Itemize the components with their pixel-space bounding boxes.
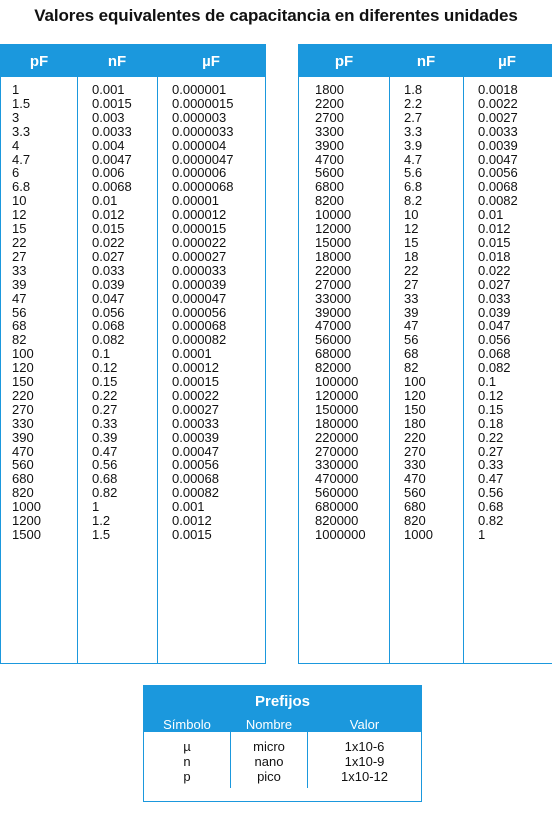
prefix-symbol: n: [183, 754, 191, 769]
table-cell: 0.0056: [478, 165, 518, 181]
table-cell: 0.027: [92, 248, 125, 264]
table-cell: 820000: [315, 513, 359, 529]
table-cell: 15000: [315, 234, 352, 250]
table-cell: 12: [404, 221, 419, 237]
table-cell: 0.00082: [172, 485, 219, 501]
table-cell: 0.01: [478, 207, 504, 223]
table-cell: 0.000012: [172, 207, 227, 223]
table-cell: 680: [12, 471, 34, 487]
column-uf: [463, 77, 551, 663]
column-nf: [389, 77, 463, 663]
table-cell: 0.68: [92, 471, 118, 487]
table-cell: 15: [12, 221, 27, 237]
table-cell: 330: [404, 457, 426, 473]
table-header: [1, 45, 265, 77]
table-cell: 82000: [315, 360, 352, 376]
table-cell: 0.000003: [172, 109, 227, 125]
table-cell: 8.2: [404, 193, 423, 209]
table-cell: 0.00056: [172, 457, 219, 473]
table-cell: 0.001: [172, 499, 205, 515]
table-cell: 150000: [315, 401, 359, 417]
table-cell: 0.0068: [92, 179, 132, 195]
table-cell: 0.00015: [172, 374, 219, 390]
table-cell: 220000: [315, 429, 359, 445]
table-cell: 1000: [404, 527, 433, 542]
table-cell: 0.33: [478, 457, 504, 473]
table-cell: 0.56: [92, 457, 118, 473]
table-cell: 0.18: [478, 415, 504, 431]
table-cell: 330000: [315, 457, 359, 473]
table-cell: 22: [404, 262, 419, 278]
prefix-name: pico: [257, 769, 281, 784]
table-cell: 0.000006: [172, 165, 227, 181]
table-cell: 150: [12, 374, 34, 390]
header-nf: nF: [107, 52, 127, 70]
table-cell: 0.022: [92, 234, 125, 250]
table-cell: 0.047: [478, 318, 511, 334]
prefix-name: micro: [253, 739, 285, 754]
table-cell: 0.000015: [172, 221, 227, 237]
prefix-value: 1x10-9: [344, 754, 385, 769]
table-cell: 0.12: [478, 387, 504, 403]
table-cell: 3.3: [12, 123, 31, 139]
table-cell: 470: [12, 443, 34, 459]
table-cell: 680000: [315, 499, 359, 515]
table-cell: 390: [12, 429, 34, 445]
table-cell: 1: [478, 527, 486, 542]
table-cell: 0.000027: [172, 248, 227, 264]
table-cell: 470000: [315, 471, 359, 487]
table-cell: 0.001: [92, 82, 125, 97]
table-cell: 0.0047: [92, 151, 132, 167]
table-cell: 33: [12, 262, 27, 278]
header-name: Nombre: [245, 717, 293, 732]
table-cell: 270: [12, 401, 34, 417]
header-nf: nF: [416, 52, 436, 70]
prefix-value: 1x10-12: [341, 769, 388, 784]
table-cell: 4.7: [404, 151, 423, 167]
table-cell: 47: [404, 318, 419, 334]
table-cell: 6: [12, 165, 20, 181]
table-cell: 0.82: [92, 485, 118, 501]
table-cell: 0.56: [478, 485, 504, 501]
table-cell: 3: [12, 109, 20, 125]
table-cell: 270: [404, 443, 426, 459]
table-cell: 0.006: [92, 165, 125, 181]
column-uf: [157, 77, 265, 663]
table-cell: 1000000: [315, 527, 366, 542]
table-cell: 2200: [315, 95, 344, 111]
table-cell: 1500: [12, 527, 41, 542]
table-cell: 0.47: [478, 471, 504, 487]
header-uf: µF: [202, 52, 220, 70]
table-cell: 10: [404, 207, 419, 223]
table-cell: 0.015: [92, 221, 125, 237]
table-cell: 39: [12, 276, 27, 292]
table-cell: 560: [404, 485, 426, 501]
table-cell: 0.0033: [478, 123, 518, 139]
table-cell: 3.9: [404, 137, 423, 153]
table-cell: 6800: [315, 179, 344, 195]
prefix-table-header: [144, 686, 421, 732]
table-cell: 1000: [12, 499, 41, 515]
table-cell: 0.0082: [478, 193, 518, 209]
table-cell: 0.0022: [478, 95, 518, 111]
table-cell: 56: [12, 304, 27, 320]
table-cell: 0.1: [478, 374, 497, 390]
table-cell: 1200: [12, 513, 41, 529]
table-cell: 1: [92, 499, 100, 515]
table-cell: 0.033: [92, 262, 125, 278]
table-cell: 22000: [315, 262, 352, 278]
header-pf: pF: [29, 52, 49, 70]
table-cell: 0.15: [92, 374, 118, 390]
table-cell: 5600: [315, 165, 344, 181]
table-cell: 6.8: [12, 179, 31, 195]
table-cell: 560: [12, 457, 34, 473]
table-cell: 0.47: [92, 443, 118, 459]
table-cell: 100000: [315, 374, 359, 390]
table-cell: 0.012: [92, 207, 125, 223]
table-cell: 0.15: [478, 401, 504, 417]
table-cell: 0.0012: [172, 513, 212, 529]
table-cell: 12: [12, 207, 27, 223]
table-cell: 4700: [315, 151, 344, 167]
prefix-symbol: p: [183, 769, 191, 784]
table-cell: 100: [12, 346, 34, 362]
table-cell: 0.068: [478, 346, 511, 362]
header-uf: µF: [498, 52, 516, 70]
prefix-name: nano: [254, 754, 284, 769]
table-cell: 100: [404, 374, 426, 390]
prefix-table: [143, 685, 422, 802]
table-cell: 27000: [315, 276, 352, 292]
table-cell: 12000: [315, 221, 352, 237]
table-cell: 0.00001: [172, 193, 219, 209]
table-cell: 33000: [315, 290, 352, 306]
table-cell: 68000: [315, 346, 352, 362]
table-cell: 0.000068: [172, 318, 227, 334]
table-cell: 0.00027: [172, 401, 219, 417]
table-cell: 0.000039: [172, 276, 227, 292]
table-cell: 68: [404, 346, 419, 362]
table-cell: 120: [404, 387, 426, 403]
table-cell: 2.7: [404, 109, 423, 125]
column-pf: [1, 77, 77, 663]
table-cell: 0.000001: [172, 82, 227, 97]
prefix-value: 1x10-6: [344, 739, 385, 754]
table-cell: 0.0027: [478, 109, 518, 125]
table-cell: 2.2: [404, 95, 423, 111]
table-cell: 8200: [315, 193, 344, 209]
table-cell: 120: [12, 360, 34, 376]
table-cell: 0.082: [92, 332, 125, 348]
column-nf: [77, 77, 157, 663]
table-cell: 0.82: [478, 513, 504, 529]
table-cell: 820: [404, 513, 426, 529]
table-cell: 0.068: [92, 318, 125, 334]
table-cell: 0.00039: [172, 429, 219, 445]
table-cell: 0.0039: [478, 137, 518, 153]
table-cell: 4.7: [12, 151, 31, 167]
table-cell: 0.01: [92, 193, 118, 209]
column-name: [230, 732, 308, 788]
table-cell: 470: [404, 471, 426, 487]
table-cell: 0.0000033: [172, 123, 234, 139]
table-cell: 0.018: [478, 248, 511, 264]
table-cell: 820: [12, 485, 34, 501]
table-cell: 1.2: [92, 513, 111, 529]
table-cell: 0.00033: [172, 415, 219, 431]
table-cell: 0.0047: [478, 151, 518, 167]
table-cell: 27: [12, 248, 27, 264]
table-cell: 1800: [315, 82, 344, 97]
table-cell: 220: [12, 387, 34, 403]
table-cell: 0.039: [92, 276, 125, 292]
table-cell: 0.27: [92, 401, 118, 417]
table-cell: 220: [404, 429, 426, 445]
prefix-symbol: µ: [183, 739, 191, 754]
table-cell: 68: [12, 318, 27, 334]
table-cell: 0.027: [478, 276, 511, 292]
header-symbol: Símbolo: [163, 717, 211, 732]
table-cell: 3900: [315, 137, 344, 153]
table-cell: 0.22: [92, 387, 118, 403]
table-cell: 0.0015: [92, 95, 132, 111]
table-cell: 0.0015: [172, 527, 212, 542]
table-cell: 0.00022: [172, 387, 219, 403]
table-cell: 180: [404, 415, 426, 431]
table-cell: 6.8: [404, 179, 423, 195]
table-cell: 0.00047: [172, 443, 219, 459]
table-cell: 0.00012: [172, 360, 219, 376]
table-cell: 0.003: [92, 109, 125, 125]
table-cell: 0.1: [92, 346, 111, 362]
table-cell: 0.0033: [92, 123, 132, 139]
table-cell: 150: [404, 401, 426, 417]
table-cell: 270000: [315, 443, 359, 459]
table-cell: 0.0018: [478, 82, 518, 97]
table-cell: 4: [12, 137, 20, 153]
table-cell: 0.022: [478, 262, 511, 278]
table-cell: 0.000047: [172, 290, 227, 306]
table-cell: 0.000056: [172, 304, 227, 320]
table-cell: 0.056: [92, 304, 125, 320]
table-cell: 0.004: [92, 137, 125, 153]
table-cell: 56000: [315, 332, 352, 348]
column-value: [308, 739, 421, 788]
table-cell: 56: [404, 332, 419, 348]
table-cell: 1.5: [12, 95, 31, 111]
table-cell: 0.0001: [172, 346, 212, 362]
conversion-table-right: [298, 44, 552, 664]
table-cell: 22: [12, 234, 27, 250]
table-cell: 2700: [315, 109, 344, 125]
table-cell: 0.015: [478, 234, 511, 250]
prefix-table-title: Prefijos: [254, 693, 311, 710]
conversion-table-left: [0, 44, 266, 664]
table-cell: 15: [404, 234, 419, 250]
table-cell: 0.0000015: [172, 95, 234, 111]
table-cell: 0.082: [478, 360, 511, 376]
table-cell: 27: [404, 276, 419, 292]
table-cell: 1: [12, 82, 20, 97]
table-cell: 0.0000068: [172, 179, 234, 195]
table-cell: 3300: [315, 123, 344, 139]
table-cell: 33: [404, 290, 419, 306]
table-cell: 0.39: [92, 429, 118, 445]
table-cell: 330: [12, 415, 34, 431]
table-cell: 0.000022: [172, 234, 227, 250]
page-title: Valores equivalentes de capacitancia en diferentes unidades: [34, 6, 518, 25]
table-header: [299, 45, 552, 77]
table-cell: 180000: [315, 415, 359, 431]
column-pf: [299, 77, 389, 663]
table-cell: 3.3: [404, 123, 423, 139]
column-symbol: [144, 739, 230, 788]
table-cell: 0.033: [478, 290, 511, 306]
table-cell: 10000: [315, 207, 352, 223]
table-cell: 0.012: [478, 221, 511, 237]
table-cell: 82: [404, 360, 419, 376]
table-cell: 10: [12, 193, 27, 209]
table-cell: 5.6: [404, 165, 423, 181]
table-cell: 560000: [315, 485, 359, 501]
table-cell: 0.00068: [172, 471, 219, 487]
header-pf: pF: [334, 52, 354, 70]
table-cell: 680: [404, 499, 426, 515]
table-cell: 0.68: [478, 499, 504, 515]
table-cell: 0.22: [478, 429, 504, 445]
table-cell: 0.000082: [172, 332, 227, 348]
table-cell: 0.27: [478, 443, 504, 459]
table-cell: 0.047: [92, 290, 125, 306]
table-cell: 47000: [315, 318, 352, 334]
table-cell: 0.33: [92, 415, 118, 431]
table-cell: 47: [12, 290, 27, 306]
table-cell: 0.000004: [172, 137, 227, 153]
table-cell: 18000: [315, 248, 352, 264]
table-cell: 18: [404, 248, 419, 264]
header-value: Valor: [349, 717, 380, 732]
table-cell: 0.056: [478, 332, 511, 348]
table-cell: 0.039: [478, 304, 511, 320]
table-cell: 0.0068: [478, 179, 518, 195]
table-cell: 0.12: [92, 360, 118, 376]
table-cell: 39000: [315, 304, 352, 320]
table-cell: 0.000033: [172, 262, 227, 278]
table-cell: 82: [12, 332, 27, 348]
table-cell: 1.8: [404, 82, 423, 97]
table-cell: 120000: [315, 387, 359, 403]
table-cell: 1.5: [92, 527, 111, 542]
table-cell: 0.0000047: [172, 151, 234, 167]
table-cell: 39: [404, 304, 419, 320]
